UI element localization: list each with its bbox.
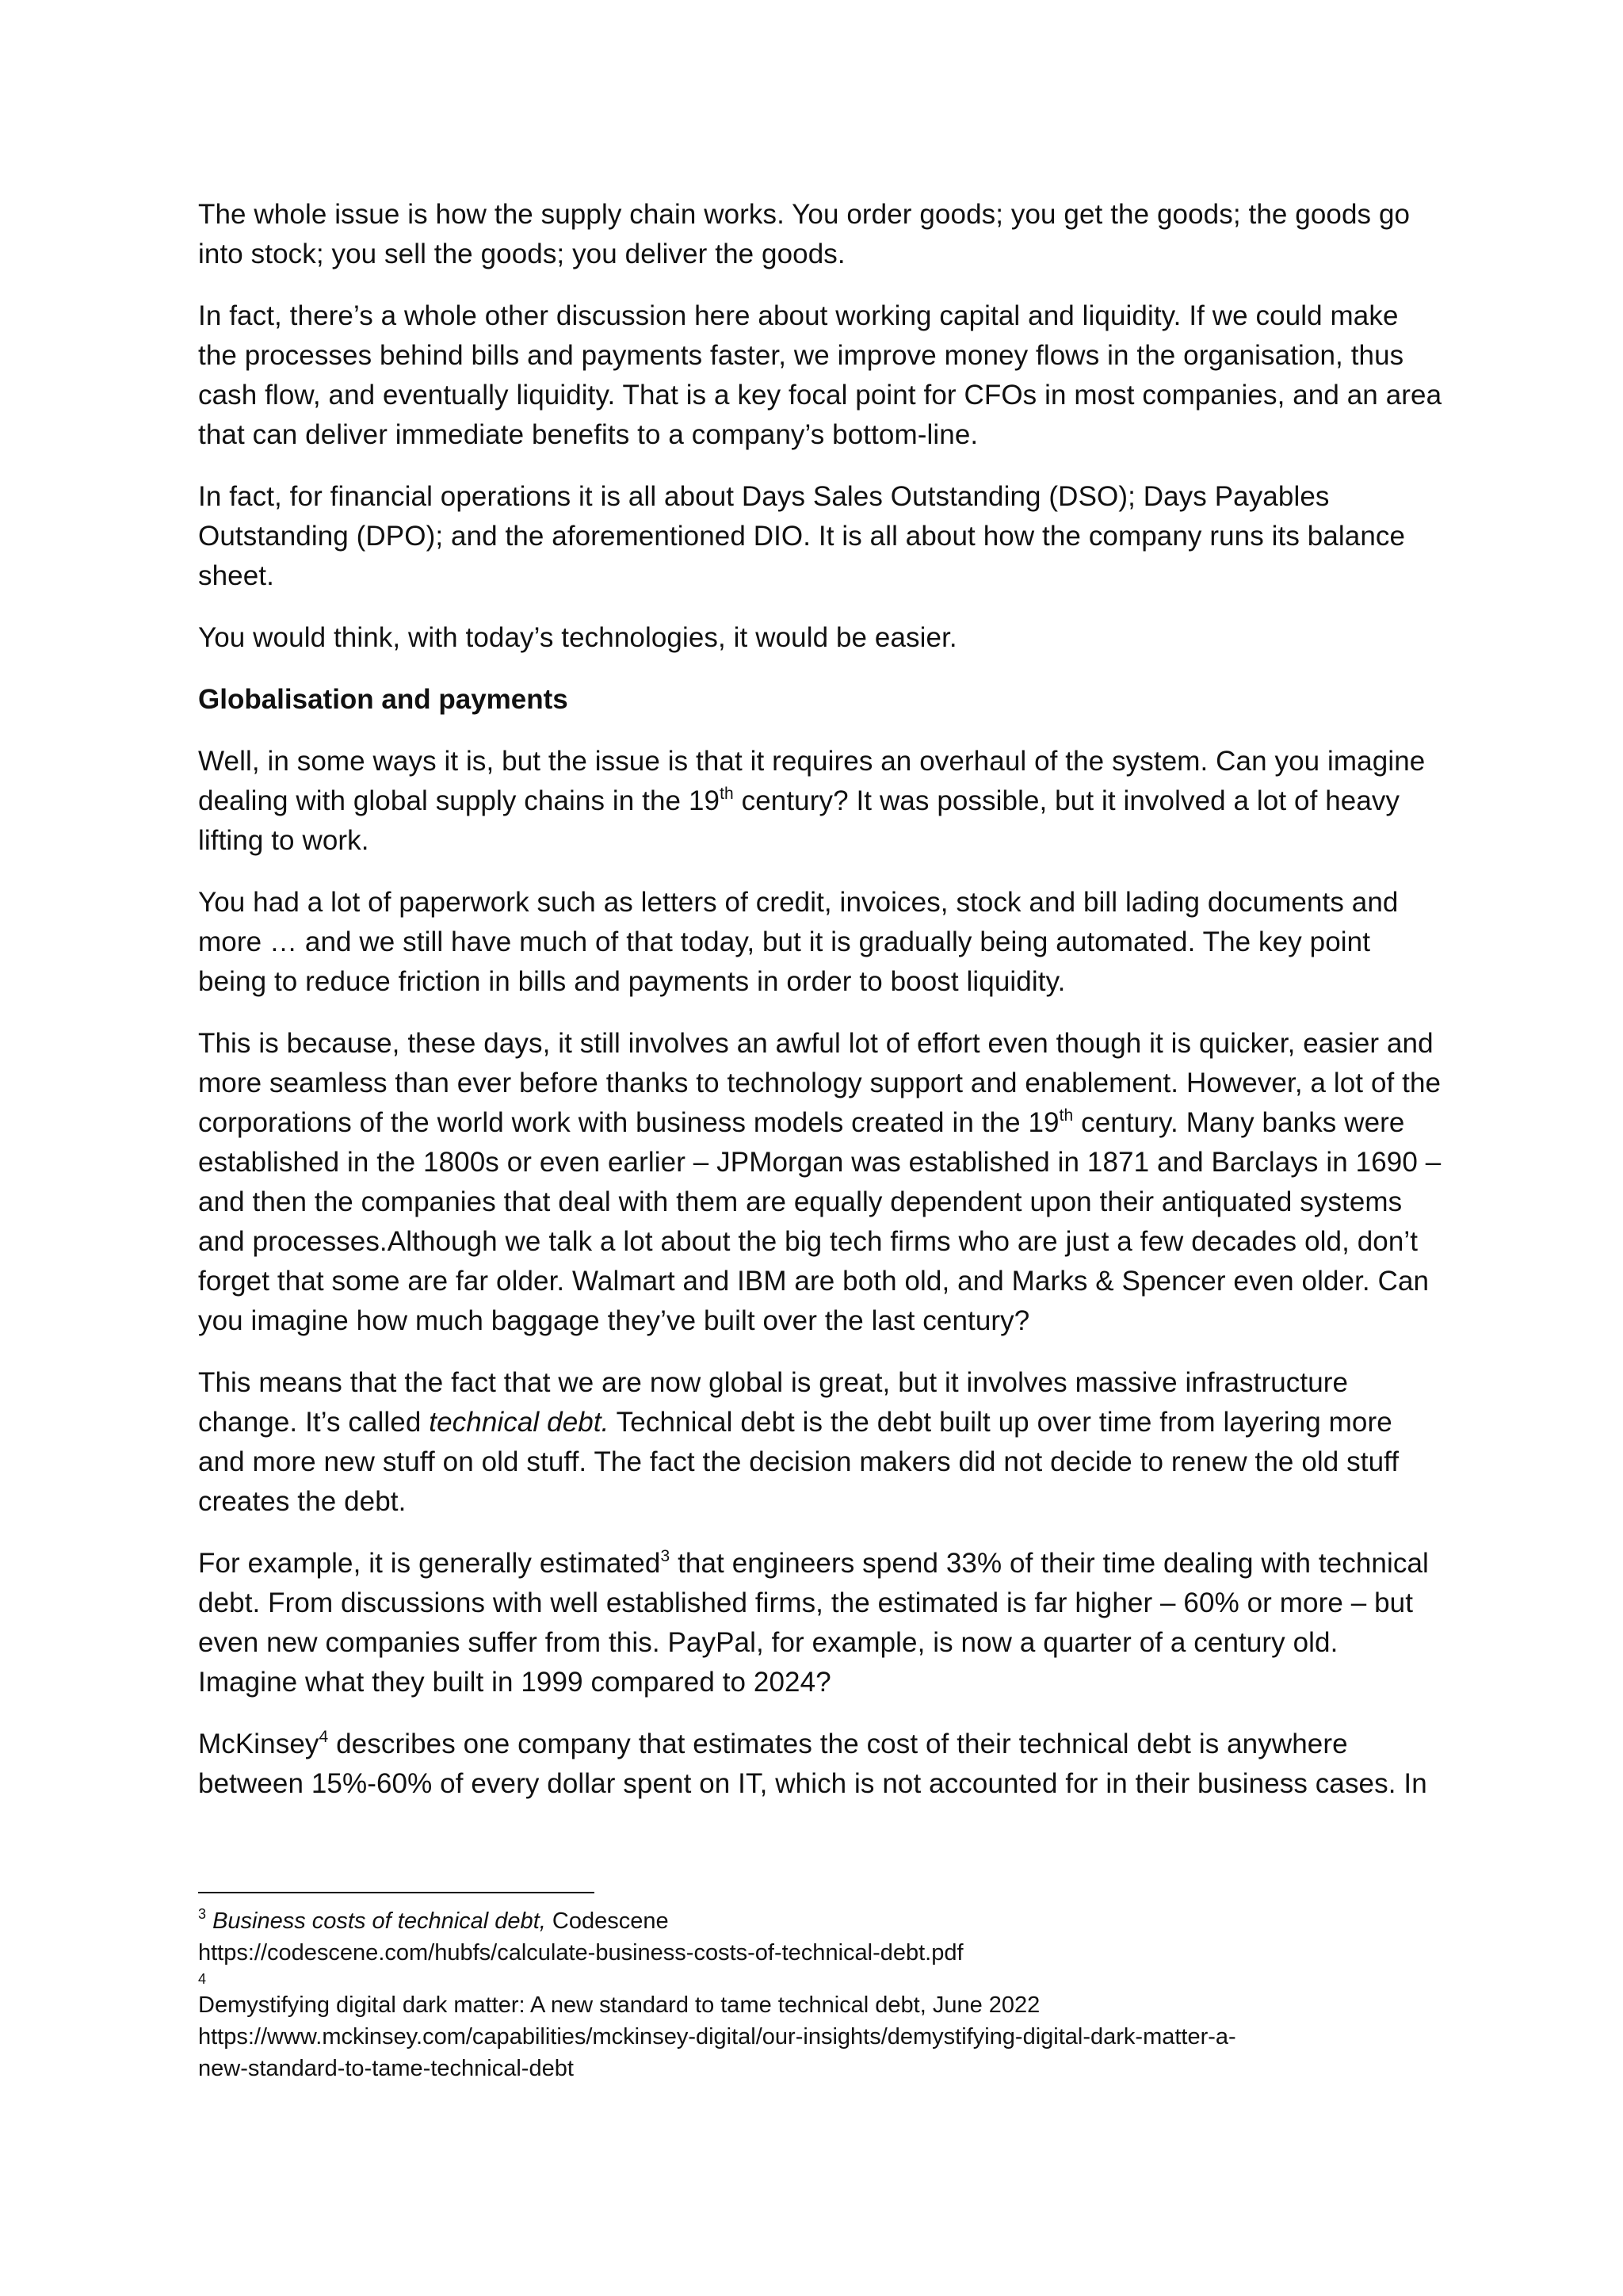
footnote-4-url-continued: [198, 2053, 1442, 2084]
superscript: th: [1059, 1106, 1074, 1125]
footnotes: [198, 1905, 1442, 2084]
paragraph-technologies: You would think, with today’s technologies, it would be easier.: [198, 622, 957, 653]
footnote-4-url: [198, 2021, 1442, 2053]
section-heading: Globalisation and payments: [198, 684, 568, 715]
paragraph-text: For example, it is generally estimated: [198, 1548, 661, 1579]
paragraph-technical-debt: [198, 1363, 1442, 1522]
footnote-link[interactable]: https://codescene.com/hubfs/calculate-business-costs-of-technical-debt.pdf: [198, 1940, 964, 1966]
footnote-reference[interactable]: 3: [660, 1547, 670, 1565]
footnote-3: [198, 1905, 1442, 1937]
footnote-separator: [198, 1892, 594, 1893]
footnote-number-text: 3: [198, 1906, 207, 1922]
paragraph-supply-chain: The whole issue is how the supply chain works. You order goods; you get the goods; the goods go into stock; you sell the goods; you deliver the goods.: [198, 199, 1411, 269]
paragraph-text: describes one company that estimates the cost of their technical debt is anywhere between 15%-60% of every dollar spent on IT, which is not accounted for in their business cases. In: [198, 1729, 1427, 1799]
paragraph-text: McKinsey: [198, 1729, 319, 1759]
footnote-number: 4: [198, 1971, 207, 1987]
paragraph-text: This is because, these days, it still involves an awful lot of effort even though it is quicker, easier and more seamless than ever before thanks to technology support and enablement. However, a lot of the corporations of the world work with business models created in the 19: [198, 1028, 1442, 1138]
emphasis-text: technical debt.: [429, 1407, 609, 1438]
footnote-source: Codescene: [545, 1908, 669, 1934]
paragraph-text: This means that the fact that we are now global is great, but it involves massive infrastructure change. It’s called: [198, 1367, 1349, 1438]
paragraph-financial-operations: In fact, for financial operations it is all about Days Sales Outstanding (DSO); Days Payables Outstanding (DPO); and the aforementioned DIO. It is all about how the company runs its balance sheet.: [198, 481, 1406, 591]
footnote-title: Business costs of technical debt,: [212, 1908, 546, 1934]
paragraph-effort: [198, 1024, 1442, 1341]
paragraph-working-capital: In fact, there’s a whole other discussion here about working capital and liquidity. If we could make the processes behind bills and payments faster, we improve money flows in the organisation, thus cash flow, and eventually liquidity. That is a key focal point for CFOs in most companies, and an area that can deliver immediate benefits to a company’s bottom-line.: [198, 300, 1442, 450]
paragraph-text: century? It was possible, but it involved a lot of heavy lifting to work.: [198, 785, 1400, 856]
paragraph-text: Well, in some ways it is, but the issue is that it requires an overhaul of the system. Can you imagine dealing with global supply chains in the 19: [198, 746, 1426, 816]
paragraph-text: Technical debt is the debt built up over time from layering more and more new stuff on old stuff. The fact the decision makers did not decide to renew the old stuff creates the debt.: [198, 1407, 1400, 1517]
footnote-4: Demystifying digital dark matter: A new standard to tame technical debt, June 2022: [198, 1992, 1041, 2018]
paragraph-overhaul: [198, 742, 1442, 861]
footnote-3-url: [198, 1937, 1442, 1969]
footnote-link[interactable]: https://www.mckinsey.com/capabilities/mckinsey-digital/our-insights/demystifying-digital-dark-matter-a-: [198, 2024, 1236, 2050]
footnote-link[interactable]: new-standard-to-tame-technical-debt: [198, 2056, 574, 2081]
paragraph-paperwork: You had a lot of paperwork such as letters of credit, invoices, stock and bill lading documents and more … and we still have much of that today, but it is gradually being automated. The key point being to reduce friction in bills and payments in order to boost liquidity.: [198, 887, 1399, 997]
paragraph-estimate: [198, 1544, 1442, 1702]
superscript: th: [720, 785, 734, 803]
paragraph-text: century. Many banks were established in the 1800s or even earlier – JPMorgan was established in 1871 and Barclays in 1690 – and then the companies that deal with them are equally dependent upon their antiquated systems and processes.Although we talk a lot about the big tech firms who are just a few decades old, don’t forget that some are far older. Walmart and IBM are both old, and Marks & Spencer even older. Can you imagine how much baggage they’ve built over the last century?: [198, 1107, 1442, 1336]
paragraph-text: that engineers spend 33% of their time dealing with technical debt. From discussions with well established firms, the estimated is far higher – 60% or more – but even new companies suffer from this. PayPal, for example, is now a quarter of a century old. Imagine what they built in 1999 compared to 2024?: [198, 1548, 1429, 1698]
footnote-reference[interactable]: 4: [319, 1728, 329, 1746]
paragraph-mckinsey: [198, 1725, 1442, 1804]
footnote-number: [198, 1908, 206, 1934]
document-body: [198, 195, 1442, 1826]
